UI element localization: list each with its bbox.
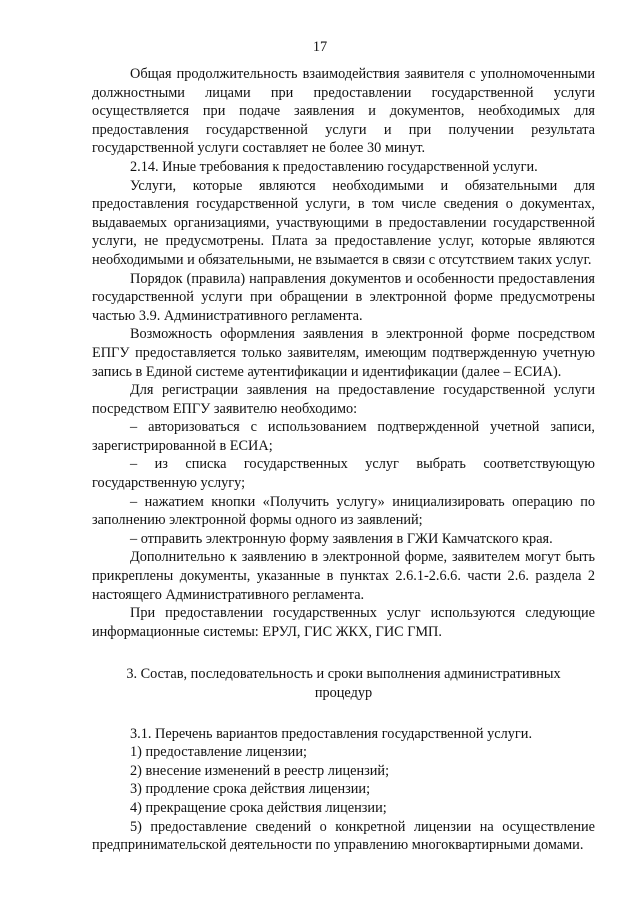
- dash-item: – из списка государственных услуг выбрать соответствующую государственную услугу;: [92, 456, 595, 492]
- paragraph-epgu-possibility: Возможность оформления заявления в электронной форме посредством ЕПГУ предоставляется только заявителям, имеющим подтвержденную учетную запись в Единой системе аутентификации и идентификации (далее – ЕСИА).: [92, 326, 595, 380]
- numbered-item: 1) предоставление лицензии;: [130, 744, 307, 761]
- paragraph-registration-steps: Для регистрации заявления на предоставление государственной услуги посредством ЕПГУ заявителю необходимо:: [92, 382, 595, 417]
- paragraph-necessary-services: Услуги, которые являются необходимыми и обязательными для предоставления государственной услуги, в том числе сведения о документах, выдаваемых организациями, участвующими в предоставлении государственной услуги, не предусмотрены. Плата за предоставление услуг, которые являются необходимыми и обязательными, не взымается в связи с отсутствием таких услуг.: [92, 177, 595, 268]
- numbered-item: 3) продление срока действия лицензии;: [130, 781, 371, 798]
- dash-item: – нажатием кнопки «Получить услугу» инициализировать операцию по заполнению электронной формы одного из заявлений;: [92, 493, 595, 529]
- page-number: 17: [312, 39, 328, 55]
- document-body: [92, 65, 595, 855]
- paragraph-2-14: 2.14. Иные требования к предоставлению государственной услуги.: [130, 158, 538, 175]
- numbered-item: 2) внесение изменений в реестр лицензий;: [130, 762, 390, 779]
- paragraph-attachments: Дополнительно к заявлению в электронной форме, заявителем могут быть прикреплены документы, указанные в пунктах 2.6.1-2.6.6. части 2.6. раздела 2 настоящего Административного регламента.: [92, 549, 595, 603]
- dash-item: – отправить электронную форму заявления в ГЖИ Камчатского края.: [130, 530, 553, 547]
- dash-item: – авторизоваться с использованием подтвержденной учетной записи, зарегистрированной в ЕСИА;: [92, 419, 595, 454]
- numbered-item: 5) предоставление сведений о конкретной лицензии на осуществление предпринимательской деятельности по управлению многоквартирными домами.: [92, 818, 595, 854]
- list-intro: 3.1. Перечень вариантов предоставления государственной услуги.: [130, 725, 533, 742]
- numbered-item: 4) прекращение срока действия лицензии;: [130, 799, 387, 816]
- section-heading: 3. Состав, последовательность и сроки выполнения административных процедур: [126, 666, 561, 701]
- paragraph-info-systems: При предоставлении государственных услуг используются следующие информационные системы: ЕРУЛ, ГИС ЖКХ, ГИС ГМП.: [92, 605, 595, 640]
- paragraph-electronic-order: Порядок (правила) направления документов и особенности предоставления государственной услуги при обращении в электронной форме предусмотрены частью 3.9. Административного регламента.: [92, 270, 595, 324]
- paragraph-duration: Общая продолжительность взаимодействия заявителя с уполномоченными должностными лицами при предоставлении государственной услуги осуществляется при подаче заявления и документов, необходимых для предоставления государственной услуги и при получении результата государственной услуги составляет не более 30 минут.: [92, 66, 595, 157]
